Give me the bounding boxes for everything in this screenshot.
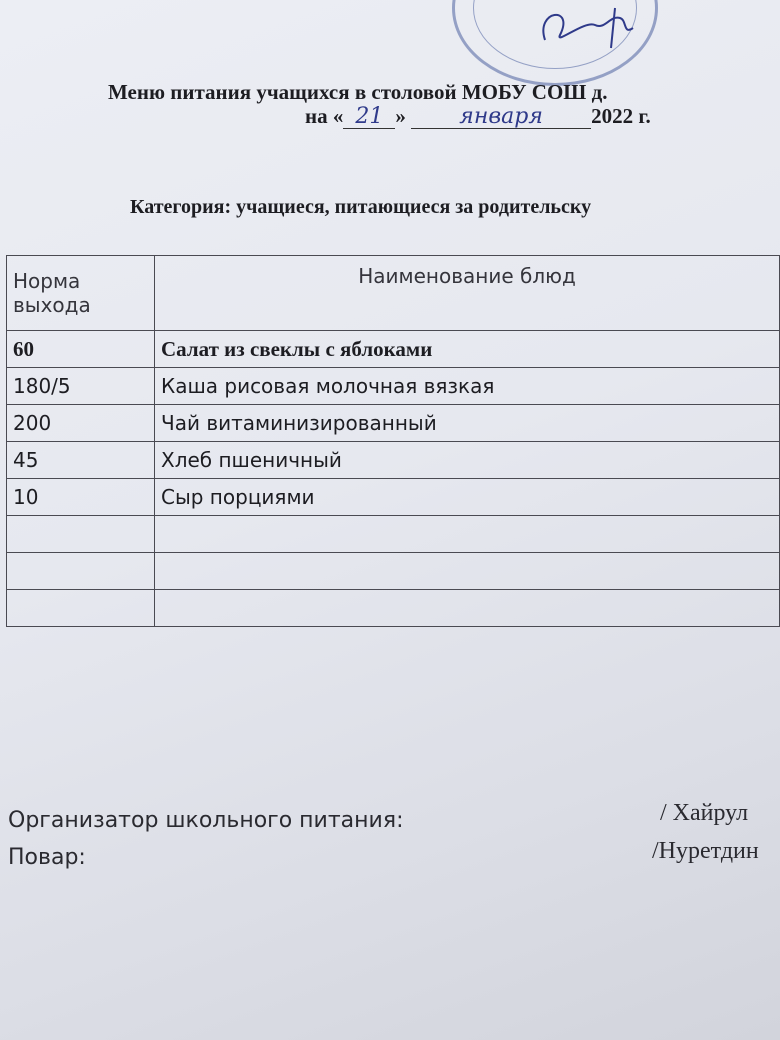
cell-dish-name	[155, 553, 780, 590]
cell-dish-name	[155, 590, 780, 627]
cell-norma: 180/5	[7, 368, 155, 405]
document-title: Меню питания учащихся в столовой МОБУ СОШ д.	[108, 80, 608, 104]
cell-norma: 45	[7, 442, 155, 479]
cell-norma: 60	[7, 331, 155, 368]
date-separator: »	[395, 104, 406, 128]
header-dish-name: Наименование блюд	[155, 256, 780, 331]
cell-dish-name: Сыр порциями	[155, 479, 780, 516]
cell-dish-name: Чай витаминизированный	[155, 405, 780, 442]
table-header-row	[7, 256, 780, 331]
cook-label: Повар:	[8, 845, 86, 870]
table-row	[7, 442, 780, 479]
menu-table	[6, 255, 780, 627]
cell-dish-name: Салат из свеклы с яблоками	[155, 331, 780, 368]
table-row	[7, 590, 780, 627]
cell-norma	[7, 553, 155, 590]
date-year: 2022 г.	[591, 104, 651, 128]
cell-dish-name: Каша рисовая молочная вязкая	[155, 368, 780, 405]
cell-dish-name	[155, 516, 780, 553]
header-norma: Норма выхода	[7, 256, 155, 331]
category-label: Категория: учащиеся, питающиеся за родительску	[130, 196, 592, 218]
signature	[515, 0, 645, 55]
cell-norma	[7, 590, 155, 627]
date-day-field: 21	[343, 106, 395, 129]
cook-name: /Нуретдин	[652, 838, 759, 864]
cell-norma	[7, 516, 155, 553]
cell-dish-name: Хлеб пшеничный	[155, 442, 780, 479]
cell-norma: 200	[7, 405, 155, 442]
date-month-field: января	[411, 106, 591, 129]
document-date	[305, 104, 765, 129]
table-row	[7, 553, 780, 590]
menu-table-body	[7, 331, 780, 627]
table-row	[7, 331, 780, 368]
organizer-name: / Хайрул	[660, 800, 749, 826]
date-prefix: на «	[305, 104, 344, 128]
table-row	[7, 479, 780, 516]
cell-norma: 10	[7, 479, 155, 516]
table-row	[7, 368, 780, 405]
table-row	[7, 516, 780, 553]
organizer-label: Организатор школьного питания:	[8, 808, 404, 833]
table-row	[7, 405, 780, 442]
